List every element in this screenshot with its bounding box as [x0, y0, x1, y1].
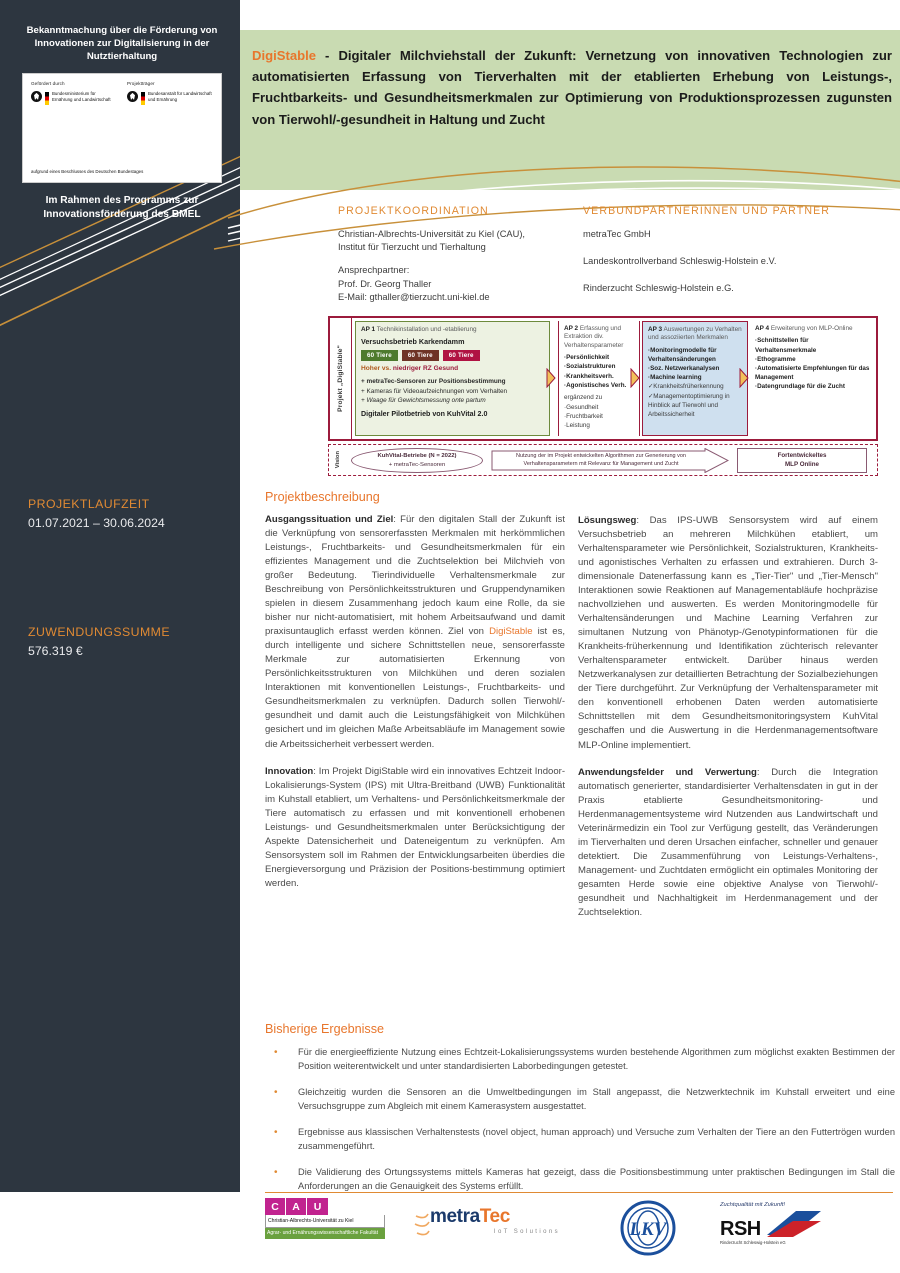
paragraph-text-b: ist es, durch intelligente und sichere Schnittstellen neue, sensorerfasste Merkmale zur automatisierten Erkennung von Persönlichkeitsstrukturen von Milchkühen und deren sozialen Interaktionen mit konventionellen Leistungs-, Fruchtbarkeits- und Gesundheitsmerkmalen zu verknüpfen. Dadurch sollen Tierwohl/-gesundheit und damit auch die Leistungsfähigkeit von Milchkühen gesichert und im gleichen Maße Arbeitsabläufe im Management sowie die Arbeitssicherheit verbessert werden. — [265, 626, 565, 750]
paragraph-text: : Das IPS-UWB Sensorsystem wird auf einem Versuchsbetrieb an mehreren Milchkühen etabliert, um Verhaltensparameter wie Persönlichkeit, Sozialstrukturen, Krankheits- und agonistisches Verhalten zu erfassen und extrahieren. Durch 3-dimensionale Datenerfassung kann es „Tier-Tier" und „Tier-Mensch" Interaktionen sowie Reaktionen auf Managementabläufe hochpräzise nachvollziehen und auswerten. Es werden Monitoringmodelle für Verhaltensänderungen und Machine Learning Verfahren zur simultanen Nutzung von Phänotyp-/Genotypinformationen für die Krankheits-früherkennung und Identifikation züchterisch relevanter Verhaltensparameter entwickelt. Darüber hinaus werden Netzwerkanalysen zur detaillierten Betrachtung der Sozialbeziehungen der Tiere durchgeführt. Zur Verknüpfung der Verhaltensparameter mit den konventionell erhobenen Daten werden automatisierte Schnittstellen mit dem Gesundheitsmonitoringsystem KuhVital geschaffen und die Auswertung in die Herdenmanagementsoftware MLP-Online implementiert. — [578, 515, 878, 751]
kuhvital-cloud-line-1: KuhVital-Betriebe (N = 2022) — [377, 453, 457, 460]
paragraph-label: Ausgangssituation und Ziel — [265, 514, 394, 525]
ap3-check-item: ✓Managementoptimierung in Hinblick auf Tierwohl und Arbeitssicherheit — [648, 392, 730, 418]
description-left-column — [265, 490, 565, 904]
ap2-item: ·Persönlichkeit — [564, 354, 610, 362]
kuhvital-cloud-line-2: + metraTec-Sensoren — [388, 461, 446, 468]
metratec-swoosh-icon — [414, 1210, 432, 1240]
metratec-wordmark — [430, 1206, 560, 1228]
page-title-text: - Digitaler Milchviehstall der Zukunft: Vernetzung von innovativen Technologien zur automatisierten Erfassung von Tierverhalten mit der etablierten Erhebung von Leistungs-, Fruchtbarkeits- und Gesundheitsmerkmalen zur Optimierung von Produktionsprozessen zugunsten von Tierwohl/-gesundheit in Haltung und Zucht — [252, 48, 892, 127]
ap2-item-secondary: ·Fruchtbarkeit — [564, 413, 603, 421]
vision-label — [331, 445, 345, 475]
grant-amount-block — [28, 625, 228, 658]
left-sidebar — [0, 0, 240, 1192]
workpackage-ap3 — [642, 321, 748, 436]
paragraph-text-a: : Für den digitalen Stall der Zukunft ist die Verknüpfung von sensorerfassten Merkmalen mit herkömmlichen Leistungs-, Fruchtbarkeits- und Gesundheitsmerkmalen für ein effizientes Management und die Zuchtselektion bei Milchvieh von großer Bedeutung. Tierindividuelle Verhaltensmerkmale zur Beschreibung von Persönlichkeitsstrukturen und Gruppendynamiken spielen in diesem Zusammenhang jedoch kaum eine Rolle, da sie bisher nur nicht-automatisiert, mit hohem Arbeitsaufwand und damit praxisuntauglich erfasst werden können. Ziel von — [265, 514, 565, 638]
ap4-item: ·Datengrundlage für die Zucht — [755, 383, 845, 391]
project-vertical-label-text: Projekt „DigiStable" — [337, 345, 344, 412]
workpackage-workflow-diagram — [328, 316, 878, 476]
rsh-tagline: Zuchtqualität mit Zukunft! — [720, 1202, 786, 1208]
funding-announcement-box — [22, 25, 222, 221]
ap4-code: AP 4 — [755, 325, 770, 332]
project-duration-label: PROJEKTLAUFZEIT — [28, 497, 150, 511]
ap3-header — [648, 326, 742, 343]
german-flag-icon — [45, 92, 49, 105]
chevron-right-icon-1 — [546, 368, 557, 388]
project-coordination-heading: PROJEKTKOORDINATION — [338, 205, 489, 217]
funding-programme-subtitle: Im Rahmen des Programms zur Innovationsförderung des BMEL — [43, 194, 201, 220]
animal-group-badge: 60 Tiere — [402, 350, 439, 361]
lkv-mark-text: LKV — [629, 1219, 667, 1240]
workpackage-ap4 — [750, 321, 876, 436]
partner-item: metraTec GmbH — [583, 229, 651, 239]
cau-logo — [265, 1198, 385, 1239]
chevron-right-icon-2 — [630, 368, 641, 388]
ap4-item: ·Automatisierte Empfehlungen für das Management — [755, 364, 870, 381]
workpackage-ap2 — [558, 321, 640, 436]
lkv-logo — [620, 1200, 676, 1261]
contact-person-label: Ansprechpartner: — [338, 265, 410, 276]
ap1-footer: Digitaler Pilotbetrieb von KuhVital 2.0 — [361, 410, 488, 419]
ap3-header-text: Auswertungen zu Verhalten und assoziierten Merkmalen — [648, 326, 742, 342]
cau-university-name: Christian-Albrechts-Universität zu Kiel — [265, 1215, 385, 1228]
coordination-institution-line-1: Christian-Albrechts-Universität zu Kiel (CAU), — [338, 229, 526, 239]
rsh-chevron-icon — [765, 1209, 823, 1239]
animal-group-badge: 60 Tiere — [361, 350, 398, 361]
ap1-header — [361, 326, 544, 334]
bmel-logo-card — [22, 73, 222, 183]
partners-column — [583, 205, 883, 310]
ap2-code: AP 2 — [564, 325, 579, 332]
spacer — [338, 254, 578, 264]
paragraph-text: : Im Projekt DigiStable wird ein innovatives Echtzeit Indoor-Lokalisierungs-System (IPS) mit Ultra-Breitband (UWB) Funktionalität im Kuhstall etabliert, um Verhaltens- und Persönlichkeitsmerkmale der Tiere automatisch zu erfassen und mit konventionell erhobenen Leistungs- und Gesundheitsmerkmalen unter Berücksichtigung der Aspekte Datensicherheit und Dateneigentum zu verknüpfen. Am Sensorsystem soll im Rahmen der Entwicklungsarbeiten überdies die Energieversorgung und Präzision der Positions-bestimmung optimiert werden. — [265, 765, 565, 889]
vision-arrow-text: Nutzung der im Projekt entwickelten Algorithmen zur Generierung von Verhaltensparametern mit Relevanz für Management und Zucht — [516, 453, 686, 468]
rsh-subtitle: Rinderzucht Schleswig-Holstein eG — [720, 1240, 786, 1245]
rz-low: niedriger RZ Gesund — [392, 365, 459, 373]
paragraph-anwendungsfelder — [578, 766, 878, 920]
metratec-logo — [430, 1206, 560, 1235]
project-duration-value: 01.07.2021 – 30.06.2024 — [28, 516, 165, 530]
metratec-name-b: Tec — [479, 1206, 510, 1227]
ap2-header — [564, 325, 634, 350]
funded-by-label: Gefördert durch — [31, 80, 65, 86]
rsh-logo — [720, 1202, 870, 1245]
cau-letter: C — [265, 1198, 286, 1215]
workpackage-ap1 — [355, 321, 550, 436]
german-flag-icon-2 — [141, 92, 145, 105]
project-vertical-label — [330, 318, 352, 439]
partner-item: Landeskontrollverband Schleswig-Holstein e.V. — [583, 256, 777, 267]
paragraph-label: Lösungsweg — [578, 515, 637, 526]
contact-person-name: Prof. Dr. Georg Thaller — [338, 278, 432, 289]
project-duration-block — [28, 497, 228, 530]
bundestag-footnote: aufgrund eines Beschlusses des Deutschen Bundestages — [31, 168, 144, 174]
ap3-item: ·Monitoringmodelle für Verhaltensänderungen — [648, 346, 717, 364]
coordination-institution-line-2: Institut für Tierzucht und Tierhaltung — [338, 242, 486, 253]
animal-group-badge: 60 Tiere — [443, 350, 480, 361]
federal-eagle-icon — [31, 91, 42, 102]
ap4-item: ·Schnittstellen für Verhaltensmerkmale — [755, 337, 817, 354]
ap3-item: ·Machine learning — [648, 374, 702, 382]
ap1-header-text: Technikinstallation und -etablierung — [375, 326, 477, 333]
ap3-check-item: ✓Krankheitsfrüherkennung — [648, 383, 724, 391]
ap4-header-text: Erweiterung von MLP-Online — [769, 325, 853, 332]
vision-label-text: Vision — [335, 451, 341, 469]
mlp-final-line-1: Fortentwickeltes — [777, 451, 827, 459]
cau-letter-blocks — [265, 1198, 385, 1215]
rsh-wordmark: RSH — [720, 1218, 761, 1240]
vision-strip — [328, 444, 878, 476]
kuhvital-cloud-box — [351, 448, 483, 473]
metratec-tagline: IoT Solutions — [493, 1229, 560, 1235]
lkv-seal-icon — [620, 1200, 676, 1256]
results-heading: Bisherige Ergebnisse — [265, 1022, 385, 1036]
grant-amount-value: 576.319 € — [28, 644, 83, 658]
list-item: • Für die energieeffiziente Nutzung eines Echtzeit-Lokalisierungssystems wurden bestehende Algorithmen zum möglichst exakten Bestimmen der Position weiterentwickelt und unter standardisierten Laborbedingungen getestet. — [265, 1046, 895, 1074]
ap3-item: ·Soz. Netzwerkanalysen — [648, 365, 720, 373]
cau-letter: U — [307, 1198, 328, 1215]
ap2-note: ergänzend zu — [564, 393, 603, 401]
funded-by-name: Bundesministerium für Ernährung und Landwirtschaft — [52, 90, 111, 102]
partners-heading: VERBUNDPARTNERINNEN UND PARTNER — [583, 205, 830, 217]
project-brand-name: DigiStable — [252, 48, 317, 63]
cau-letter: A — [286, 1198, 307, 1215]
ap2-item: ·Sozialstrukturen — [564, 363, 616, 371]
ap1-farm-title: Versuchsbetrieb Karkendamm — [361, 337, 465, 347]
inline-brand-name: DigiStable — [489, 626, 533, 638]
ap4-item: ·Ethogramme — [755, 355, 796, 363]
results-section — [265, 1022, 895, 1206]
ap2-item-secondary: ·Leistung — [564, 422, 590, 430]
paragraph-label: Anwendungsfelder und Verwertung — [578, 766, 757, 778]
ap2-item: ·Agonistisches Verh. — [564, 381, 627, 389]
ap1-code: AP 1 — [361, 326, 376, 333]
project-agency-label: Projektträger — [127, 80, 155, 86]
ap2-item-secondary: ·Gesundheit — [564, 403, 599, 411]
ap1-animal-group-badges — [361, 350, 544, 361]
paragraph-label: Innovation — [265, 765, 314, 777]
workpackage-frame — [328, 316, 878, 441]
partner-item: Rinderzucht Schleswig-Holstein e.G. — [583, 283, 734, 294]
project-coordination-column — [338, 205, 578, 304]
cau-faculty-name: Agrar- und Ernährungswissenschaftliche Fakultät — [265, 1228, 385, 1239]
mlp-online-final-box — [737, 448, 867, 473]
project-description-heading: Projektbeschreibung — [265, 490, 380, 504]
page-title — [252, 45, 892, 130]
funding-title: Bekanntmachung über die Förderung von Innovationen zur Digitalisierung in der Nutztierhaltung — [26, 25, 218, 62]
rz-separator: vs. — [380, 365, 393, 373]
ap1-rz-gesund-line — [361, 365, 544, 372]
mlp-final-line-2: MLP Online — [785, 460, 819, 468]
chevron-right-icon-3 — [739, 368, 750, 388]
ap3-code: AP 3 — [648, 326, 663, 333]
ap4-header — [755, 325, 871, 333]
paragraph-loesungsweg — [578, 514, 878, 753]
ap1-item: + metraTec-Sensoren zur Positionsbestimmung — [361, 378, 506, 386]
ap2-header-text: Erfassung und Extraktion div. Verhaltensparameter — [564, 325, 624, 349]
contact-email[interactable]: E-Mail: gthaller@tierzucht.uni-kiel.de — [338, 291, 490, 302]
project-agency-name: Bundesanstalt für Landwirtschaft und Ernährung — [148, 90, 212, 102]
list-item: • Gleichzeitig wurden die Sensoren an die Umweltbedingungen im Stall angepasst, die Netzwerktechnik im Kuhstall erweitert und eine Versuchsgruppe zum Abgleich mit einem Kamerasystem ausgestattet. — [265, 1086, 895, 1114]
footer-divider — [265, 1192, 893, 1193]
rz-high: Hoher — [361, 365, 381, 373]
ap1-item: + Kameras für Videoaufzeichnungen vom Verhalten — [361, 387, 508, 395]
ap2-item: ·Krankheitsverh. — [564, 372, 614, 380]
grant-amount-label: ZUWENDUNGSSUMME — [28, 625, 171, 639]
ap1-item: + Waage für Gewichtsmessung onte partum — [361, 397, 486, 405]
paragraph-text: : Durch die Integration automatisch generierter, standardisierter Verhaltensdaten in gut in der Praxis etablierte Gesundheitsmonitoring- und Herdenmanagementsysteme wird Nutzenden aus Landwirtschaft und Veterinärmedizin ein Tool zur Verfügung gestellt, das Veränderungen im Tierverhalten und deren Ursachen einfacher, schneller und genauer detektiert. Die Zusammenführung von Leistungs-Verhaltens-, Management- und Zuchtdaten ermöglicht ein optimales Monitoring der gesamten Herde sowie eine objektive Analyse von Tierwohl/-gesundheit und Nachhaltigkeit im Herdenmanagement und der Zuchtselektion. — [578, 766, 878, 918]
description-right-column — [578, 514, 878, 933]
vision-arrow — [491, 448, 729, 473]
paragraph-ausgangssituation — [265, 513, 565, 752]
results-list — [265, 1046, 895, 1194]
footer-logo-strip — [265, 1198, 893, 1260]
list-item: • Ergebnisse aus klassischen Verhaltenstests (novel object, human approach) und Versuche zum Verhalten der Tiere an den Futtertrögen wurden zusammengeführt. — [265, 1126, 895, 1154]
federal-eagle-icon-2 — [127, 91, 138, 102]
metratec-name-a: metra — [430, 1206, 480, 1227]
paragraph-innovation — [265, 765, 565, 891]
list-item: • Die Validierung des Ortungssystems mittels Kameras hat gezeigt, dass die Positionsbestimmung unter praktischen Bedingungen im Stall die Anforderungen an die Genauigkeit des Systems erfüllt. — [265, 1166, 895, 1194]
